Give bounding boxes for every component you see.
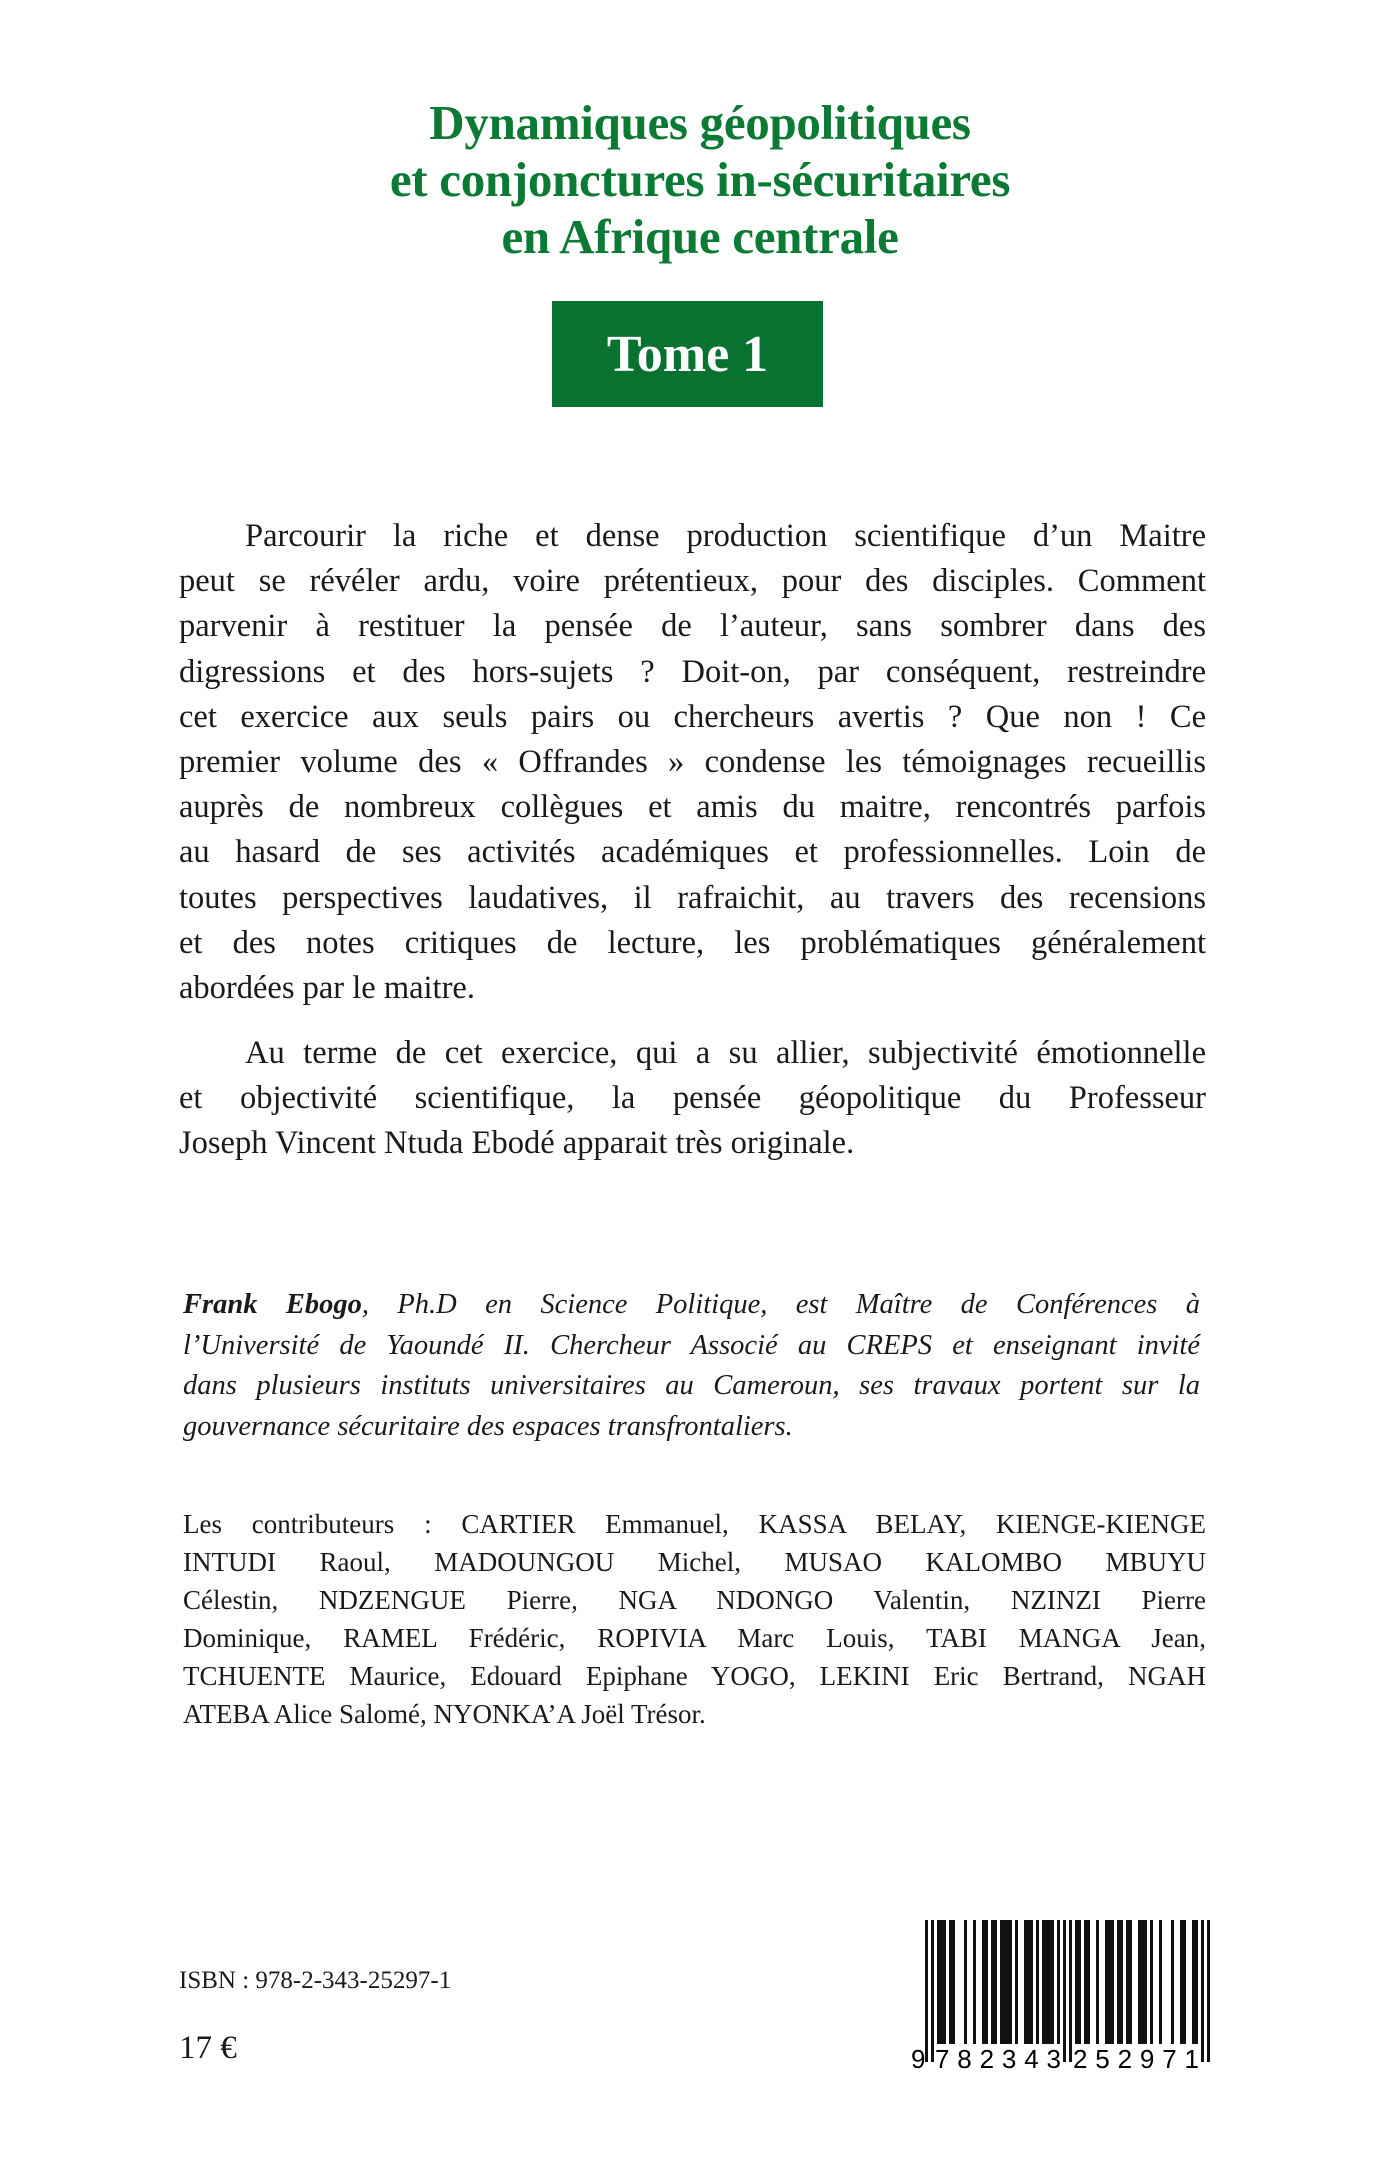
- text-line: INTUDI Raoul, MADOUNGOU Michel, MUSAO KALOMBO MBUYU: [183, 1547, 1206, 1577]
- barcode-bar: [952, 1920, 955, 2044]
- price: 17 €: [179, 2030, 237, 2066]
- text-line: et objectivité scientifique, la pensée géopolitique du Professeur: [179, 1080, 1206, 1117]
- barcode-bar: [1180, 1920, 1183, 2044]
- contributors: [183, 1505, 1206, 1733]
- barcode-bar: [1108, 1920, 1111, 2044]
- text-line: Parcourir la riche et dense production scientifique d’un Maitre: [245, 518, 1206, 554]
- title-line: et conjonctures in-sécuritaires: [389, 152, 1011, 207]
- barcode-bar: [982, 1920, 985, 2044]
- barcode-bar: [1183, 1920, 1186, 2044]
- barcode-left-digits: 782343: [935, 2044, 1061, 2074]
- volume-label: Tome 1: [606, 325, 769, 383]
- bio-text: , Ph.D en Science Politique, est Maître de Conférences à: [361, 1289, 1200, 1320]
- barcode-first-digit: 9: [911, 2044, 926, 2074]
- text-line: Célestin, NDZENGUE Pierre, NGA NDONGO Valentin, NZINZI Pierre: [183, 1585, 1206, 1615]
- barcode-bar: [964, 1920, 967, 2044]
- book-title: [0, 94, 1400, 265]
- text-line: toutes perspectives laudatives, il rafraichit, au travers des recensions: [179, 879, 1206, 916]
- barcode-bar: [1006, 1920, 1009, 2044]
- barcode-bar: [1171, 1920, 1174, 2044]
- text-line: parvenir à restituer la pensée de l’auteur, sans sombrer dans des: [179, 608, 1206, 645]
- text-line: Au terme de cet exercice, qui a su allier, subjectivité émotionnelle: [245, 1035, 1206, 1071]
- barcode-bar: [1195, 1920, 1198, 2044]
- text-line: Dominique, RAMEL Frédéric, ROPIVIA Marc Louis, TABI MANGA Jean,: [183, 1623, 1206, 1653]
- text-line: l’Université de Yaoundé II. Chercheur Associé au CREPS et enseignant invité: [183, 1329, 1200, 1361]
- barcode-bar: [1003, 1920, 1006, 2044]
- isbn: ISBN : 978-2-343-25297-1: [179, 1967, 452, 1994]
- text-line: dans plusieurs instituts universitaires au Cameroun, ses travaux portent sur la: [183, 1370, 1200, 1401]
- text-line: ATEBA Alice Salomé, NYONKA’A Joël Trésor.: [183, 1699, 706, 1729]
- author-name: Frank Ebogo: [183, 1289, 362, 1320]
- barcode-bar: [1084, 1920, 1087, 2044]
- barcode-bar: [943, 1920, 946, 2044]
- barcode-bar: [1057, 1920, 1060, 2044]
- barcode-bar: [1120, 1920, 1123, 2044]
- text-line: et des notes critiques de lecture, les problématiques généralement: [179, 924, 1206, 961]
- barcode-bar: [1015, 1920, 1018, 2044]
- barcode-bar: [1051, 1920, 1054, 2044]
- author-bio: [183, 1285, 1200, 1447]
- barcode-bar: [1069, 1920, 1072, 2062]
- barcode-bar: [1075, 1920, 1078, 2044]
- barcode-bar: [1207, 1920, 1210, 2062]
- barcode-bar: [940, 1920, 943, 2044]
- barcode-bar: [1087, 1920, 1090, 2044]
- barcode-bar: [991, 1920, 994, 2044]
- barcode-bar: [1063, 1920, 1066, 2062]
- barcode-bar: [1192, 1920, 1195, 2044]
- barcode-bar: [1096, 1920, 1099, 2044]
- barcode-bar: [1078, 1920, 1081, 2044]
- barcode-bar: [1105, 1920, 1108, 2044]
- barcode: [905, 1918, 1215, 2078]
- summary-paragraph-1: [179, 514, 1206, 1011]
- title-line: Dynamiques géopolitiques: [429, 95, 971, 150]
- text-line: Joseph Vincent Ntuda Ebodé apparait très originale.: [179, 1125, 855, 1162]
- text-line: gouvernance sécuritaire des espaces transfrontaliers.: [183, 1410, 793, 1442]
- barcode-bar: [1141, 1920, 1144, 2044]
- barcode-bar: [1126, 1920, 1129, 2044]
- text-line: peut se révéler ardu, voire prétentieux, pour des disciples. Comment: [179, 563, 1206, 600]
- barcode-bar: [931, 1920, 934, 2062]
- summary-paragraph-2: [179, 1031, 1206, 1167]
- text-line: au hasard de ses activités académiques et professionnelles. Loin de: [179, 834, 1206, 871]
- barcode-bar: [994, 1920, 997, 2044]
- title-line: en Afrique centrale: [501, 209, 899, 264]
- text-line: [183, 1285, 1200, 1326]
- barcode-bar: [1036, 1920, 1039, 2044]
- text-line: Les contributeurs : CARTIER Emmanuel, KASSA BELAY, KIENGE-KIENGE: [183, 1509, 1206, 1539]
- barcode-bar: [1042, 1920, 1045, 2044]
- barcode-bar: [1000, 1920, 1003, 2044]
- barcode-bar: [1111, 1920, 1114, 2044]
- barcode-bar: [1201, 1920, 1204, 2062]
- barcode-bar: [1009, 1920, 1012, 2044]
- barcode-bar: [1138, 1920, 1141, 2044]
- barcode-bar: [1150, 1920, 1153, 2044]
- barcode-bar: [937, 1920, 940, 2044]
- barcode-bar: [1027, 1920, 1030, 2044]
- text-line: abordées par le maitre.: [179, 970, 475, 1007]
- barcode-bar: [1048, 1920, 1051, 2044]
- barcode-bar: [925, 1920, 928, 2062]
- volume-badge: [552, 301, 823, 407]
- barcode-bar: [985, 1920, 988, 2044]
- barcode-bar: [1045, 1920, 1048, 2044]
- barcode-bar: [1144, 1920, 1147, 2044]
- text-line: digressions et des hors-sujets ? Doit-on, par conséquent, restreindre: [179, 653, 1206, 690]
- barcode-bar: [949, 1920, 952, 2044]
- text-line: auprès de nombreux collègues et amis du maitre, rencontrés parfois: [179, 789, 1206, 826]
- barcode-bar: [1117, 1920, 1120, 2044]
- barcode-right-digits: 252971: [1073, 2044, 1199, 2074]
- barcode-bar: [1024, 1920, 1027, 2044]
- barcode-bar: [1159, 1920, 1162, 2044]
- barcode-bar: [1129, 1920, 1132, 2044]
- text-line: cet exercice aux seuls pairs ou chercheurs avertis ? Que non ! Ce: [179, 698, 1206, 735]
- text-line: premier volume des « Offrandes » condense les témoignages recueillis: [179, 744, 1206, 781]
- barcode-bar: [973, 1920, 976, 2044]
- barcode-bar: [1030, 1920, 1033, 2044]
- text-line: TCHUENTE Maurice, Edouard Epiphane YOGO, LEKINI Eric Bertrand, NGAH: [183, 1661, 1206, 1691]
